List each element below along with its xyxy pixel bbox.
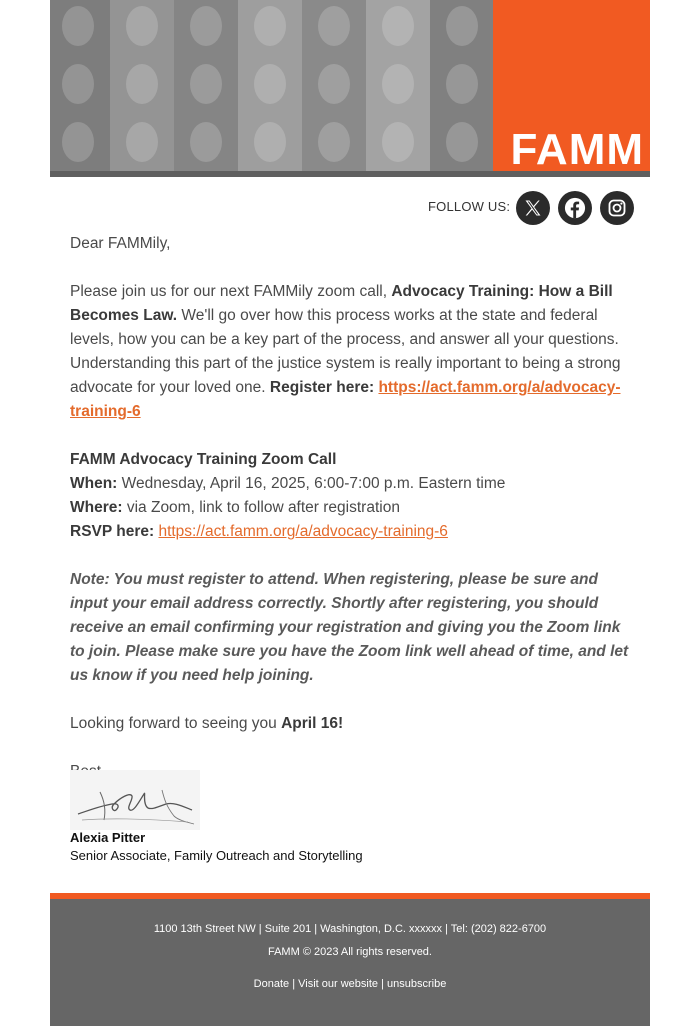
email-container bbox=[50, 0, 650, 1026]
details-heading-text: FAMM Advocacy Training Zoom Call bbox=[70, 451, 337, 468]
photo-face bbox=[190, 64, 222, 104]
when-value: Wednesday, April 16, 2025, 6:00-7:00 p.m. Eastern time bbox=[117, 475, 506, 492]
famm-logo: FAMM bbox=[510, 125, 644, 171]
registration-note: Note: You must register to attend. When registering, please be sure and input your email address correctly. Shortly after registering, you should receive an email confirming your registration and giving you the Zoom link to join. Please make sure you have the Zoom link well ahead of time, and let us know if you need help joining. bbox=[70, 571, 629, 684]
photo-tile bbox=[238, 114, 302, 171]
photo-tile bbox=[302, 114, 366, 171]
signer-name: Alexia Pitter bbox=[70, 830, 146, 845]
photo-face bbox=[126, 6, 158, 46]
photo-face bbox=[62, 64, 94, 104]
instagram-icon[interactable] bbox=[600, 191, 634, 225]
photo-face bbox=[382, 64, 414, 104]
intro-text: Please join us for our next FAMMily zoom call, bbox=[70, 283, 392, 300]
details-heading bbox=[70, 448, 630, 472]
closing-date: April 16! bbox=[281, 715, 344, 732]
register-label: Register here: bbox=[269, 379, 375, 396]
photo-tile bbox=[50, 56, 110, 114]
photo-tile bbox=[174, 114, 238, 171]
photo-tile bbox=[238, 56, 302, 114]
closing-text: Looking forward to seeing you bbox=[70, 715, 282, 732]
photo-tile bbox=[110, 114, 174, 171]
rsvp-label: RSVP here: bbox=[70, 523, 155, 540]
photo-face bbox=[126, 122, 158, 162]
photo-face bbox=[446, 6, 478, 46]
visit-website-link[interactable]: Visit our website bbox=[298, 978, 379, 990]
header-divider bbox=[50, 171, 650, 177]
photo-tile bbox=[302, 0, 366, 56]
signature-image bbox=[70, 770, 200, 830]
photo-tile bbox=[302, 56, 366, 114]
photo-face bbox=[318, 122, 350, 162]
photo-face bbox=[190, 6, 222, 46]
photo-tile bbox=[366, 56, 430, 114]
facebook-icon[interactable] bbox=[558, 191, 592, 225]
unsubscribe-link[interactable]: unsubscribe bbox=[387, 978, 447, 990]
photo-tile bbox=[430, 0, 494, 56]
footer-address: 1100 13th Street NW | Suite 201 | Washington, D.C. xxxxxx | Tel: (202) 822-6700 bbox=[153, 923, 547, 935]
donate-link[interactable]: Donate bbox=[253, 978, 290, 990]
photo-face bbox=[62, 6, 94, 46]
rsvp-link[interactable]: https://act.famm.org/a/advocacy-training-6 bbox=[158, 523, 448, 540]
footer bbox=[50, 899, 650, 1026]
footer-separator: | bbox=[289, 978, 299, 990]
photo-tile bbox=[238, 0, 302, 56]
footer-copyright: FAMM © 2023 All rights reserved. bbox=[267, 946, 432, 958]
photo-face bbox=[254, 64, 286, 104]
photo-face bbox=[62, 122, 94, 162]
when-label: When: bbox=[70, 475, 118, 492]
photo-tile bbox=[174, 0, 238, 56]
register-link[interactable]: https://act.famm.org/a/advocacy-training-6 bbox=[70, 379, 621, 420]
header-banner bbox=[50, 0, 650, 171]
logo-block bbox=[493, 0, 650, 171]
photo-face bbox=[318, 64, 350, 104]
photo-tile bbox=[366, 114, 430, 171]
photo-face bbox=[126, 64, 158, 104]
signer-title: Senior Associate, Family Outreach and Storytelling bbox=[70, 848, 363, 863]
footer-links bbox=[50, 978, 650, 990]
where-line bbox=[70, 496, 630, 520]
closing-line bbox=[70, 712, 630, 736]
photo-tile bbox=[366, 0, 430, 56]
photo-face bbox=[446, 64, 478, 104]
event-title: Advocacy Training: How a Bill Becomes Law. bbox=[70, 283, 613, 324]
photo-face bbox=[318, 6, 350, 46]
photo-face bbox=[382, 122, 414, 162]
email-body bbox=[70, 232, 630, 784]
photo-tile bbox=[430, 114, 494, 171]
footer-separator: | bbox=[378, 978, 387, 990]
photo-tile bbox=[430, 56, 494, 114]
where-label: Where: bbox=[70, 499, 123, 516]
photo-collage bbox=[50, 0, 493, 171]
photo-face bbox=[254, 122, 286, 162]
photo-tile bbox=[110, 56, 174, 114]
photo-face bbox=[254, 6, 286, 46]
photo-tile bbox=[110, 0, 174, 56]
photo-face bbox=[190, 122, 222, 162]
photo-face bbox=[446, 122, 478, 162]
where-value: via Zoom, link to follow after registration bbox=[122, 499, 400, 516]
rsvp-line bbox=[70, 520, 630, 544]
x-icon[interactable] bbox=[516, 191, 550, 225]
intro-text-2: We'll go over how this process works at the state and federal levels, how you can be a key part of the process, and answer all your questions. Understanding this part of the justice system is really important to being a strong advocate for your loved one. bbox=[70, 307, 621, 396]
intro-paragraph bbox=[70, 280, 630, 424]
greeting: Dear FAMMily, bbox=[70, 235, 171, 252]
photo-tile bbox=[50, 114, 110, 171]
when-line bbox=[70, 472, 630, 496]
photo-face bbox=[382, 6, 414, 46]
follow-us-label: FOLLOW US: bbox=[428, 199, 511, 214]
photo-tile bbox=[50, 0, 110, 56]
photo-tile bbox=[174, 56, 238, 114]
